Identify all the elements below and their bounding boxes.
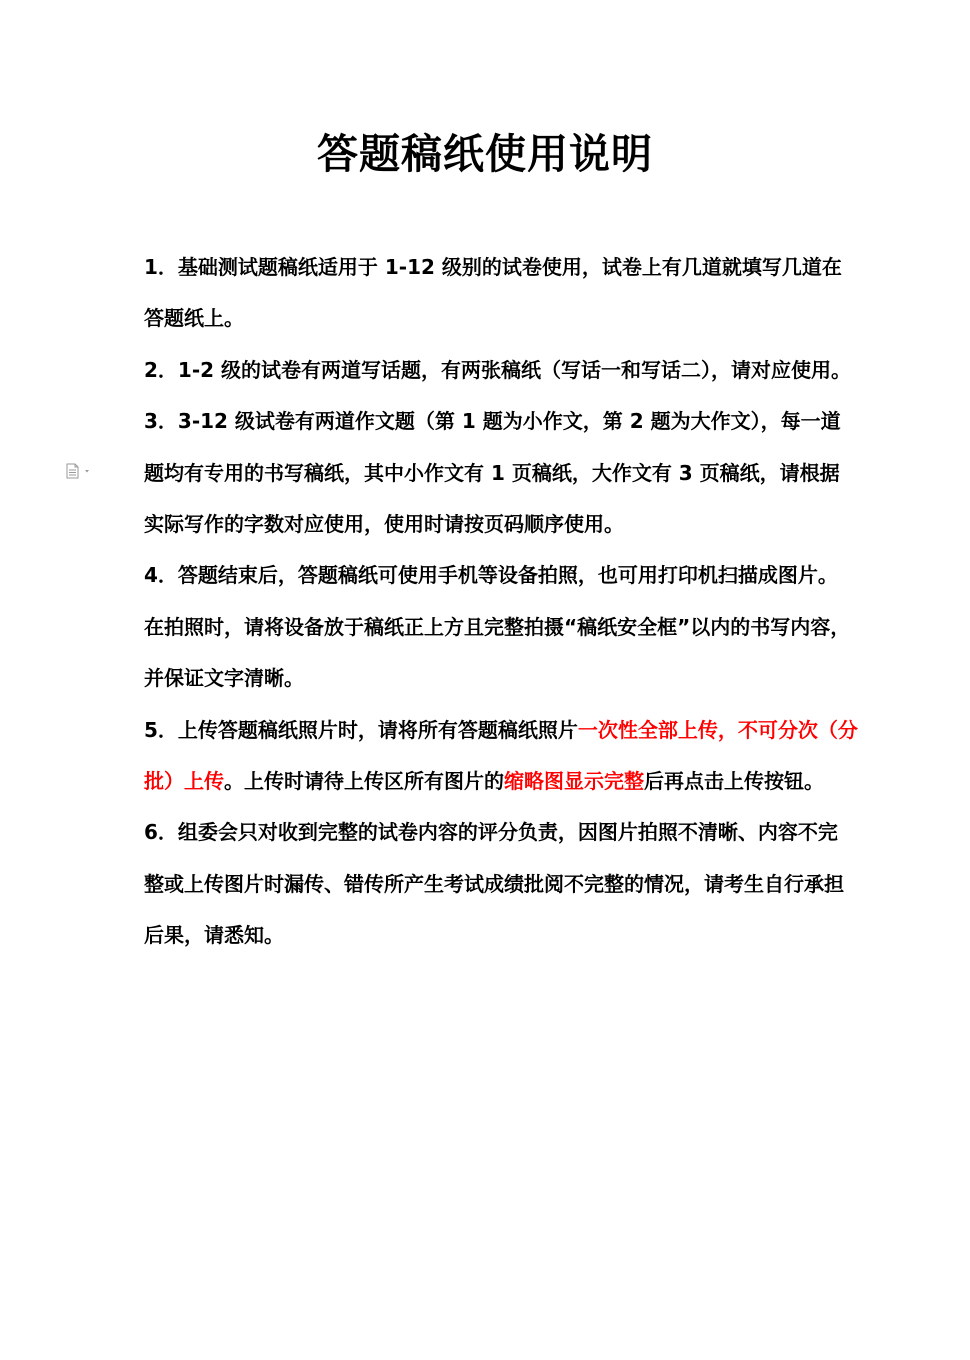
instruction-text: 4．答题结束后，答题稿纸可使用手机等设备拍照，也可用打印机扫描成图片。 xyxy=(144,563,838,588)
instruction-line xyxy=(144,499,844,550)
instruction-line xyxy=(144,807,844,858)
instruction-line xyxy=(144,448,844,499)
instruction-text: 2．1-2 级的试卷有两道写话题，有两张稿纸（写话一和写话二），请对应使用。 xyxy=(144,357,852,382)
instruction-line xyxy=(144,345,852,396)
instruction-line xyxy=(144,859,844,910)
instruction-text: 6．组委会只对收到完整的试卷内容的评分负责，因图片拍照不清晰、内容不完 xyxy=(144,820,838,845)
emphasis-text: 缩略图显示完整 xyxy=(504,768,644,793)
instruction-text: 后再点击上传按钮。 xyxy=(644,768,824,793)
instruction-line xyxy=(144,550,844,601)
instruction-line xyxy=(144,910,844,961)
instruction-line xyxy=(144,242,844,293)
instruction-text: 在拍照时，请将设备放于稿纸正上方且完整拍摄“稿纸安全框”以内的书写内容， xyxy=(144,614,851,639)
instruction-text: 1．基础测试题稿纸适用于 1-12 级别的试卷使用，试卷上有几道就填写几道在 xyxy=(144,255,842,279)
instruction-line xyxy=(144,653,844,704)
emphasis-text: 一次性全部上传，不可分次（分 xyxy=(577,717,858,742)
instruction-line xyxy=(144,396,844,447)
instruction-text: 整或上传图片时漏传、错传所产生考试成绩批阅不完整的情况，请考生自行承担 xyxy=(144,871,844,896)
document-icon xyxy=(66,463,94,479)
instruction-line xyxy=(144,705,858,756)
instruction-text: 5．上传答题稿纸照片时，请将所有答题稿纸照片 xyxy=(144,717,578,742)
instruction-text: 并保证文字清晰。 xyxy=(144,666,304,691)
instructions-body xyxy=(144,242,858,961)
instruction-text: 。上传时请待上传区所有图片的 xyxy=(224,768,504,793)
instruction-line xyxy=(144,756,844,807)
emphasis-text: 批）上传 xyxy=(144,768,224,793)
paragraph-menu-button[interactable] xyxy=(66,463,94,479)
instruction-text: 答题纸上。 xyxy=(144,306,244,331)
instruction-text: 后果，请悉知。 xyxy=(144,923,284,948)
instruction-text: 实际写作的字数对应使用，使用时请按页码顺序使用。 xyxy=(144,511,624,536)
chevron-down-icon xyxy=(85,470,89,473)
page-title: 答题稿纸使用说明 xyxy=(317,130,653,178)
instruction-line xyxy=(144,293,844,344)
instruction-text: 题均有专用的书写稿纸，其中小作文有 1 页稿纸，大作文有 3 页稿纸，请根据 xyxy=(144,460,840,485)
instruction-text: 3．3-12 级试卷有两道作文题（第 1 题为小作文，第 2 题为大作文），每一道 xyxy=(144,409,841,434)
instruction-line xyxy=(144,602,851,653)
